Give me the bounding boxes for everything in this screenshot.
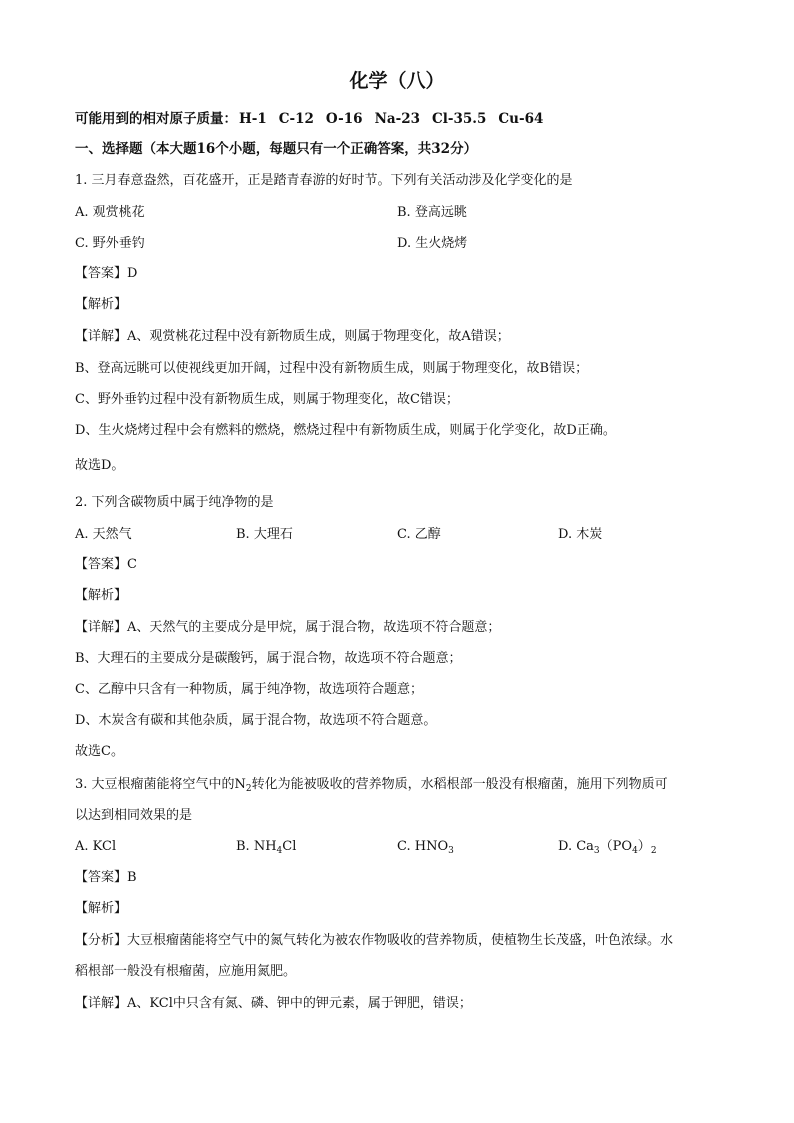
q1-analysis-label: 【解析】 <box>75 297 128 312</box>
atomic-masses-line <box>75 111 555 127</box>
q2-option-d: D. 木炭 <box>558 527 603 542</box>
q1-option-d: D. 生火烧烤 <box>397 236 468 251</box>
q3-option-b-post: Cl <box>282 839 297 854</box>
q1-option-a: A. 观赏桃花 <box>75 205 145 220</box>
q2-answer: 【答案】C <box>75 557 137 572</box>
q1-option-c: C. 野外垂钓 <box>75 236 145 251</box>
q3-option-d-pre: D. Ca <box>558 839 594 854</box>
q3-analysis-label: 【解析】 <box>75 901 128 916</box>
mass-h: H-1 <box>239 111 267 127</box>
q3-option-d-mid: （PO <box>599 839 633 854</box>
q2-option-c: C. 乙醇 <box>397 527 441 542</box>
q1-detail-d: D、生火烧烤过程中会有燃料的燃烧，燃烧过程中有新物质生成，则属于化学变化，故D正确。 <box>75 423 616 438</box>
q3-detail-a: 【详解】A、KCl中只含有氮、磷、钾中的钾元素，属于钾肥，错误； <box>75 996 472 1011</box>
q2-stem: 2. 下列含碳物质中属于纯净物的是 <box>75 495 274 510</box>
q1-option-b: B. 登高远眺 <box>397 205 467 220</box>
atomic-masses-label: 可能用到的相对原子质量： <box>75 111 237 127</box>
mass-cl: Cl-35.5 <box>432 111 487 127</box>
mass-cu: Cu-64 <box>498 111 544 127</box>
q2-detail-b: B、大理石的主要成分是碳酸钙，属于混合物，故选项不符合题意； <box>75 651 462 666</box>
page-title: 化学（八） <box>349 70 445 92</box>
q3-option-b-pre: B. NH <box>236 839 277 854</box>
q3-stem-post: 转化为能被吸收的营养物质，水稻根部一般没有根瘤菌，施用下列物质可 <box>251 777 668 792</box>
q3-stem-line1 <box>75 777 668 797</box>
q3-option-b <box>236 839 296 859</box>
q3-stem-sub: 2 <box>245 784 252 794</box>
q2-analysis-label: 【解析】 <box>75 588 128 603</box>
q2-conclusion: 故选C。 <box>75 744 124 759</box>
q3-option-d-close: ） <box>637 839 651 854</box>
q3-option-b-sub: 4 <box>276 846 283 856</box>
mass-c: C-12 <box>278 111 314 127</box>
q3-analysis-line2: 稻根部一般没有根瘤菌，应施用氮肥。 <box>75 964 297 979</box>
q3-stem-pre: 3. 大豆根瘤菌能将空气中的N <box>75 777 246 792</box>
q2-detail-c: C、乙醇中只含有一种物质，属于纯净物，故选项符合题意； <box>75 682 423 697</box>
mass-o: O-16 <box>325 111 363 127</box>
q3-option-d-sub1: 3 <box>593 846 600 856</box>
q2-detail-a: 【详解】A、天然气的主要成分是甲烷，属于混合物，故选项不符合题意； <box>75 620 501 635</box>
q3-option-d-sub3: 2 <box>650 846 657 856</box>
q2-detail-d: D、木炭含有碳和其他杂质，属于混合物，故选项不符合题意。 <box>75 713 437 728</box>
q1-answer: 【答案】D <box>75 266 138 281</box>
mass-na: Na-23 <box>374 111 421 127</box>
q2-option-a: A. 天然气 <box>75 527 132 542</box>
q3-analysis-line1: 【分析】大豆根瘤菌能将空气中的氮气转化为被农作物吸收的营养物质，使植物生长茂盛，叶色浓绿。水 <box>75 933 674 948</box>
q1-stem: 1. 三月春意盎然，百花盛开，正是踏青春游的好时节。下列有关活动涉及化学变化的是 <box>75 173 573 188</box>
q3-option-a: A. KCl <box>75 839 117 854</box>
q1-detail-b: B、登高远眺可以使视线更加开阔，过程中没有新物质生成，则属于物理变化，故B错误； <box>75 361 589 376</box>
q3-option-d-sub2: 4 <box>632 846 638 856</box>
q1-conclusion: 故选D。 <box>75 458 125 473</box>
section-heading: 一、选择题（本大题16个小题，每题只有一个正确答案，共32分） <box>75 141 478 157</box>
q3-stem-line2: 以达到相同效果的是 <box>75 808 193 823</box>
q3-option-c <box>397 839 454 859</box>
q1-detail-c: C、野外垂钓过程中没有新物质生成，则属于物理变化，故C错误； <box>75 392 459 407</box>
q3-option-c-sub: 3 <box>448 846 454 856</box>
q3-option-d <box>558 839 657 859</box>
q2-option-b: B. 大理石 <box>236 527 293 542</box>
q1-detail-a: 【详解】A、观赏桃花过程中没有新物质生成，则属于物理变化，故A错误； <box>75 329 510 344</box>
q3-option-c-pre: C. HNO <box>397 839 449 854</box>
q3-answer: 【答案】B <box>75 870 137 885</box>
